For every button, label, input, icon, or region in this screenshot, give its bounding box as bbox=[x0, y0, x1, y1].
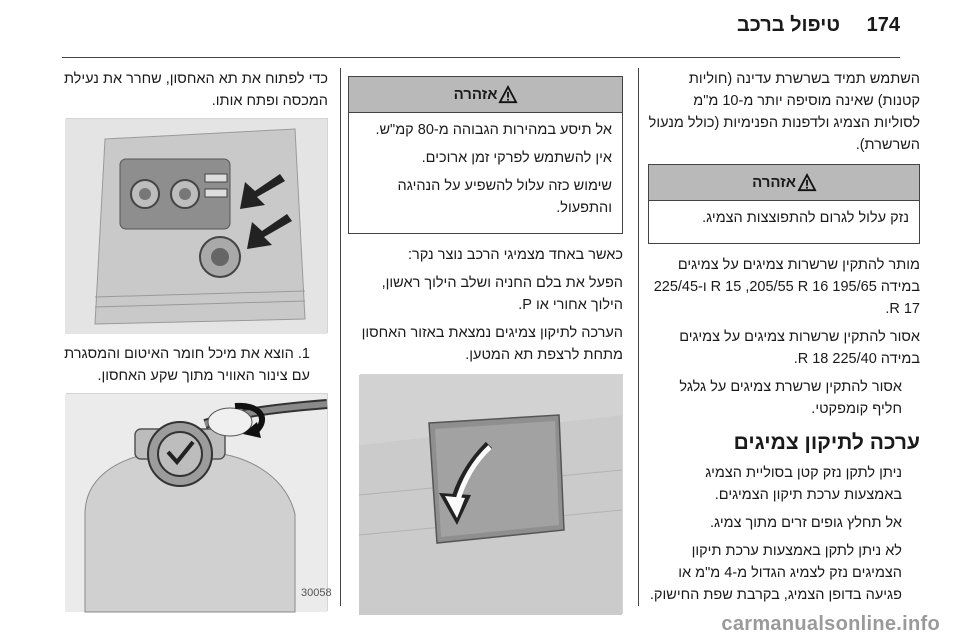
warning-body bbox=[649, 201, 919, 243]
header-rule bbox=[62, 57, 900, 58]
forbidden-spare-wheel: אסור להתקין שרשרת צמיגים על גלגל חליף קומפקטי. bbox=[679, 379, 902, 417]
warning-handling-text: שימוש כזה עלול להשפיע על הנהיגה והתפעול. bbox=[397, 178, 612, 216]
repair-kit-para-1: ניתן לתקן נזק קטן בסוליית הצמיג באמצעות ערכת תיקון הצמיגים. bbox=[705, 465, 902, 503]
watermark: carmanualsonline.info bbox=[721, 613, 940, 635]
warning-triangle-icon bbox=[499, 86, 517, 104]
storage-open-instruction: כדי לפתוח את תא האחסון, שחרר את נעילת המכסה ופתח אותו. bbox=[63, 71, 328, 109]
repair-kit-para-3: לא ניתן לתקן באמצעות ערכת תיקון הצמיגים נזק לצמיג הגדול מ-4 מ"מ או פגיעה בדופן הצמיג, בקרבת שפת החישוק. bbox=[649, 543, 902, 603]
step-parking-brake: הפעל את בלם החניה ושלב הילוך ראשון, הילוך אחורי או P. bbox=[381, 275, 623, 313]
column-divider-left bbox=[340, 68, 341, 606]
warning-title: אזהרה bbox=[453, 85, 498, 103]
warning-text: נזק עלול לגרום להתפוצצות הצמיג. bbox=[702, 210, 909, 226]
step-1-remove-sealant: 1. הוצא את מיכל חומר האיטום והמסגרת עם צינור האוויר מתוך שקע האחסון. bbox=[64, 346, 310, 384]
step-kit-location: הערכה לתיקון צמיגים נמצאת באזור האחסון מתחת לרצפת תא המטען. bbox=[361, 325, 623, 363]
chapter-title: טיפול ברכב bbox=[736, 14, 840, 36]
section-title-repair-kit: ערכה לתיקון צמיגים bbox=[733, 431, 920, 454]
warning-duration-text: אין להשתמש לפרקי זמן ארוכים. bbox=[421, 150, 612, 166]
column-divider-right bbox=[638, 68, 639, 606]
right-column bbox=[648, 68, 920, 612]
puncture-intro: כאשר באחד מצמיגי הרכב נוצר נקר: bbox=[408, 247, 623, 263]
figure-number: 30058 bbox=[301, 587, 332, 599]
warning-title: אזהרה bbox=[752, 173, 796, 191]
trunk-floor-illustration bbox=[359, 375, 622, 615]
warning-body bbox=[349, 113, 622, 233]
warning-box-tire-damage bbox=[648, 164, 920, 244]
page-header bbox=[62, 14, 900, 54]
warning-header bbox=[349, 77, 622, 113]
forbidden-tire-size: אסור להתקין שרשרות צמיגים על צמיגים במידה 225/40 R 18. bbox=[679, 329, 920, 367]
figure-sealant-bottle-hose bbox=[66, 393, 332, 611]
warning-header bbox=[649, 165, 919, 201]
allowed-tire-sizes: מותר להתקין שרשרות צמיגים על צמיגים במידה 195/65 R 15 ,205/55 R 16 ו-225/45 R 17. bbox=[653, 257, 920, 317]
sealant-bottle-illustration bbox=[65, 394, 327, 612]
warning-speed-text: אל תיסע במהירות הגבוהה מ-80 קמ"ש. bbox=[375, 122, 612, 138]
repair-kit-para-2: אל תחלץ גופים זרים מתוך צמיג. bbox=[710, 515, 902, 531]
repair-kit-compartment-illustration bbox=[65, 119, 327, 334]
figure-repair-kit-compartment bbox=[66, 118, 328, 333]
middle-column bbox=[348, 68, 623, 614]
figure-trunk-storage-cover bbox=[360, 374, 623, 614]
page-number: 174 bbox=[866, 14, 900, 36]
left-column bbox=[60, 68, 332, 611]
warning-triangle-icon bbox=[798, 174, 816, 192]
chain-size-note: השתמש תמיד בשרשרת עדינה (חוליות קטנות) שאינה מוסיפה יותר מ-10 מ"מ לסוליות הצמיג ולדפנות הפנימיות (כולל מנעול השרשרת). bbox=[648, 71, 920, 153]
warning-box-speed bbox=[348, 76, 623, 234]
